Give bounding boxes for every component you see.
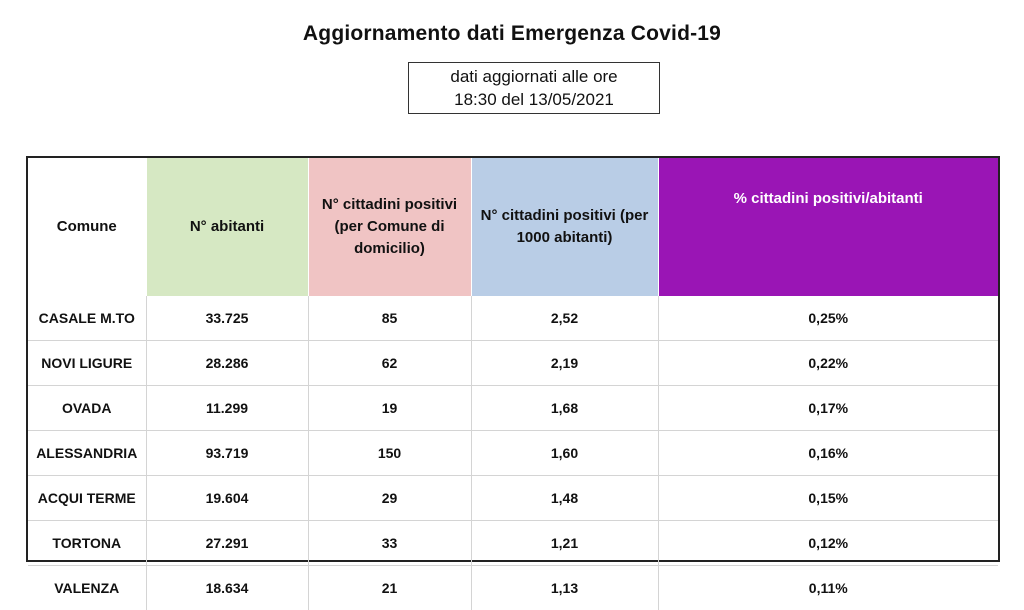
cell-per-1000: 1,60 — [471, 431, 658, 476]
cell-abitanti: 27.291 — [146, 521, 308, 566]
cell-percentuale: 0,12% — [658, 521, 998, 566]
cell-per-1000: 1,13 — [471, 566, 658, 610]
cell-per-1000: 1,21 — [471, 521, 658, 566]
cell-comune: NOVI LIGURE — [28, 341, 146, 386]
table-row — [28, 566, 998, 610]
update-time-line-1: dati aggiornati alle ore — [409, 65, 659, 88]
column-header-per-1000: N° cittadini positivi (per 1000 abitanti) — [471, 158, 658, 296]
update-time-line-2: 18:30 del 13/05/2021 — [409, 88, 659, 111]
cell-percentuale: 0,16% — [658, 431, 998, 476]
cell-comune: ACQUI TERME — [28, 476, 146, 521]
table-row — [28, 476, 998, 521]
column-header-positivi: N° cittadini positivi (per Comune di domicilio) — [308, 158, 471, 296]
column-header-abitanti: N° abitanti — [146, 158, 308, 296]
cell-positivi: 85 — [308, 296, 471, 341]
cell-comune: CASALE M.TO — [28, 296, 146, 341]
cell-per-1000: 1,68 — [471, 386, 658, 431]
cell-abitanti: 11.299 — [146, 386, 308, 431]
cell-positivi: 150 — [308, 431, 471, 476]
cell-comune: TORTONA — [28, 521, 146, 566]
covid-data-table — [26, 156, 1000, 562]
table-row — [28, 341, 998, 386]
cell-abitanti: 18.634 — [146, 566, 308, 610]
cell-abitanti: 28.286 — [146, 341, 308, 386]
cell-percentuale: 0,25% — [658, 296, 998, 341]
cell-positivi: 29 — [308, 476, 471, 521]
cell-percentuale: 0,22% — [658, 341, 998, 386]
cell-abitanti: 33.725 — [146, 296, 308, 341]
cell-percentuale: 0,11% — [658, 566, 998, 610]
cell-positivi: 62 — [308, 341, 471, 386]
table-row — [28, 296, 998, 341]
cell-percentuale: 0,15% — [658, 476, 998, 521]
table-row — [28, 386, 998, 431]
cell-positivi: 19 — [308, 386, 471, 431]
table-row — [28, 521, 998, 566]
page-title: Aggiornamento dati Emergenza Covid-19 — [0, 22, 1024, 46]
cell-abitanti: 93.719 — [146, 431, 308, 476]
cell-comune: VALENZA — [28, 566, 146, 610]
table-header-row — [28, 158, 998, 296]
cell-per-1000: 2,19 — [471, 341, 658, 386]
cell-comune: ALESSANDRIA — [28, 431, 146, 476]
cell-abitanti: 19.604 — [146, 476, 308, 521]
column-header-comune: Comune — [28, 158, 146, 296]
cell-per-1000: 1,48 — [471, 476, 658, 521]
table-row — [28, 431, 998, 476]
update-timestamp-box — [408, 62, 660, 114]
cell-comune: OVADA — [28, 386, 146, 431]
cell-per-1000: 2,52 — [471, 296, 658, 341]
cell-percentuale: 0,17% — [658, 386, 998, 431]
cell-positivi: 33 — [308, 521, 471, 566]
cell-positivi: 21 — [308, 566, 471, 610]
column-header-percentuale: % cittadini positivi/abitanti — [658, 158, 998, 296]
